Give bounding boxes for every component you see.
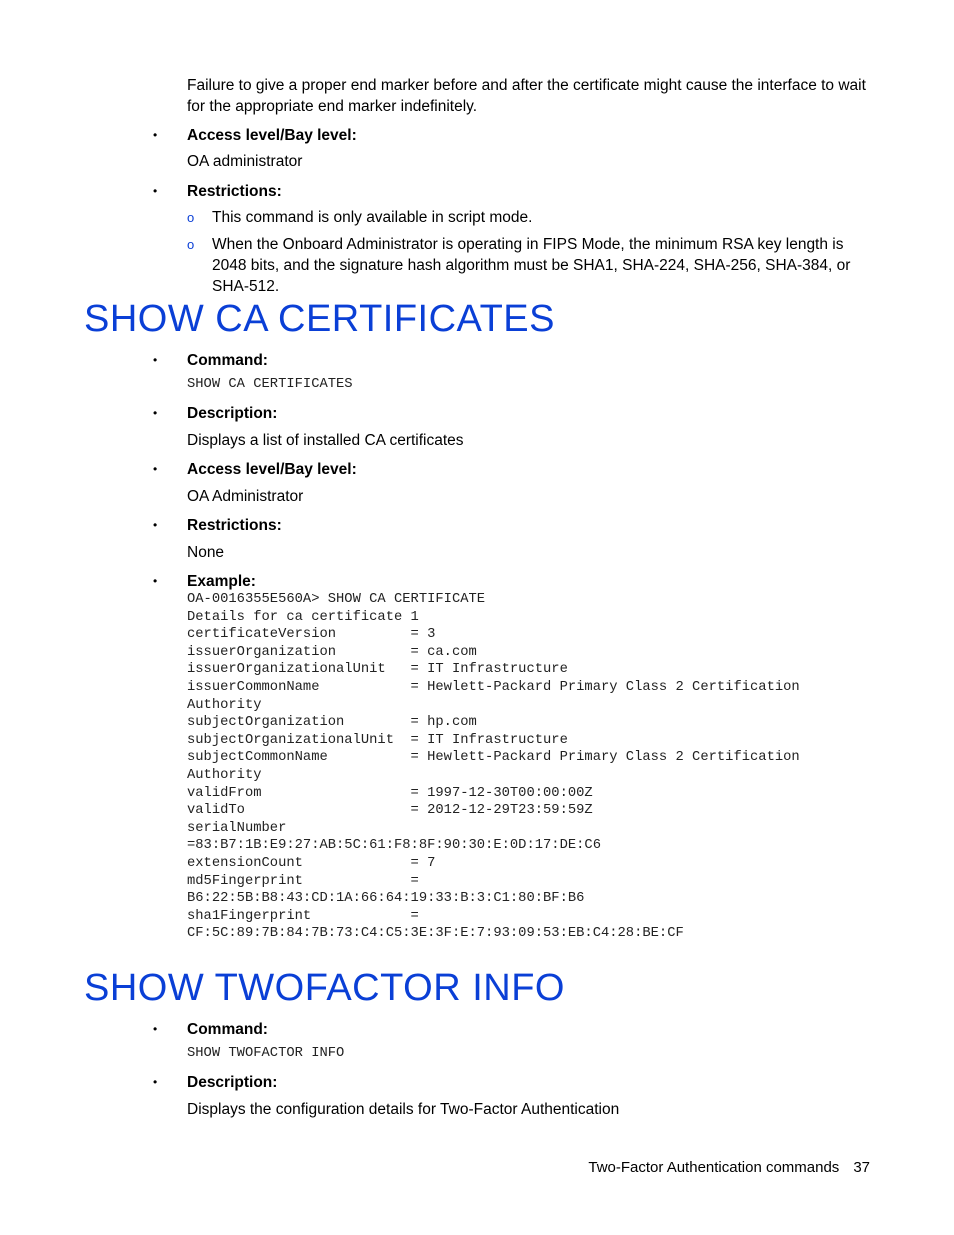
description-label: Description: xyxy=(187,1074,278,1091)
example-code-line: extensionCount = 7 xyxy=(187,855,436,871)
command-label: Command: xyxy=(187,1021,268,1038)
bullet-icon: • xyxy=(153,353,158,367)
description-value: Displays the configuration details for Two-Factor Authentication xyxy=(187,1101,620,1118)
example-code-line: issuerOrganization = ca.com xyxy=(187,644,477,660)
bullet-icon: • xyxy=(153,128,158,142)
example-code-line: Details for ca certificate 1 xyxy=(187,609,419,625)
example-code-block xyxy=(187,591,800,943)
access-level-label: Access level/Bay level: xyxy=(187,461,357,478)
example-code-line: OA-0016355E560A> SHOW CA CERTIFICATE xyxy=(187,592,486,607)
example-code-line: Authority xyxy=(187,697,262,713)
access-level-label: Access level/Bay level: xyxy=(187,127,357,144)
command-value: SHOW TWOFACTOR INFO xyxy=(187,1046,345,1061)
example-code-line: sha1Fingerprint = xyxy=(187,908,419,924)
bullet-icon: • xyxy=(153,1022,158,1036)
example-code-line: certificateVersion = 3 xyxy=(187,627,436,643)
bullet-icon: • xyxy=(153,462,158,476)
access-level-value: OA administrator xyxy=(187,153,303,170)
page-number: 37 xyxy=(853,1159,870,1176)
command-label: Command: xyxy=(187,352,268,369)
restrictions-value: None xyxy=(187,544,225,561)
description-label: Description: xyxy=(187,405,278,422)
restrictions-label: Restrictions: xyxy=(187,517,282,534)
intro-paragraph: Failure to give a proper end marker before and after the certificate might cause the interface to wait for the appropriate end marker indefinitely. xyxy=(187,77,866,115)
example-code-line: validTo = 2012-12-29T23:59:59Z xyxy=(187,803,593,819)
example-code-line: Authority xyxy=(187,767,262,783)
description-value: Displays a list of installed CA certificates xyxy=(187,432,464,449)
footer-section-name: Two-Factor Authentication commands xyxy=(588,1159,840,1176)
bullet-icon: • xyxy=(153,518,158,532)
restriction-item: This command is only available in script mode. xyxy=(212,209,533,226)
access-level-value: OA Administrator xyxy=(187,488,304,505)
page-footer xyxy=(588,1158,870,1178)
example-code-line: CF:5C:89:7B:84:7B:73:C4:C5:3E:3F:E:7:93:09:53:EB:C4:28:BE:CF xyxy=(187,926,684,942)
bullet-icon: • xyxy=(153,406,158,420)
restrictions-label: Restrictions: xyxy=(187,183,282,200)
example-code-line: B6:22:5B:B8:43:CD:1A:66:64:19:33:B:3:C1:80:BF:B6 xyxy=(187,891,585,907)
example-code-line: issuerOrganizationalUnit = IT Infrastructure xyxy=(187,662,568,678)
bullet-icon: • xyxy=(153,184,158,198)
example-code-line: =83:B7:1B:E9:27:AB:5C:61:F8:8F:90:30:E:0D:17:DE:C6 xyxy=(187,838,601,854)
section-heading-show-twofactor-info: SHOW TWOFACTOR INFO xyxy=(84,967,565,1009)
example-label: Example: xyxy=(187,573,256,590)
sub-bullet-icon: o xyxy=(187,210,195,225)
bullet-icon: • xyxy=(153,574,158,588)
example-code-line: validFrom = 1997-12-30T00:00:00Z xyxy=(187,785,593,801)
example-code-line: serialNumber xyxy=(187,820,287,836)
section-heading-show-ca-certificates: SHOW CA CERTIFICATES xyxy=(84,298,555,340)
example-code-line: subjectCommonName = Hewlett-Packard Primary Class 2 Certification xyxy=(187,750,800,766)
restriction-item: When the Onboard Administrator is operating in FIPS Mode, the minimum RSA key length is 2048 bits, and the signature hash algorithm must be SHA1, SHA-224, SHA-256, SHA-384, or SHA-512. xyxy=(212,236,851,295)
sub-bullet-icon: o xyxy=(187,237,195,252)
command-value: SHOW CA CERTIFICATES xyxy=(187,377,353,392)
example-code-line: subjectOrganizationalUnit = IT Infrastructure xyxy=(187,732,568,748)
bullet-icon: • xyxy=(153,1075,158,1089)
example-code-line: issuerCommonName = Hewlett-Packard Primary Class 2 Certification xyxy=(187,679,800,695)
example-code-line: subjectOrganization = hp.com xyxy=(187,715,477,731)
example-code-line: md5Fingerprint = xyxy=(187,873,419,889)
